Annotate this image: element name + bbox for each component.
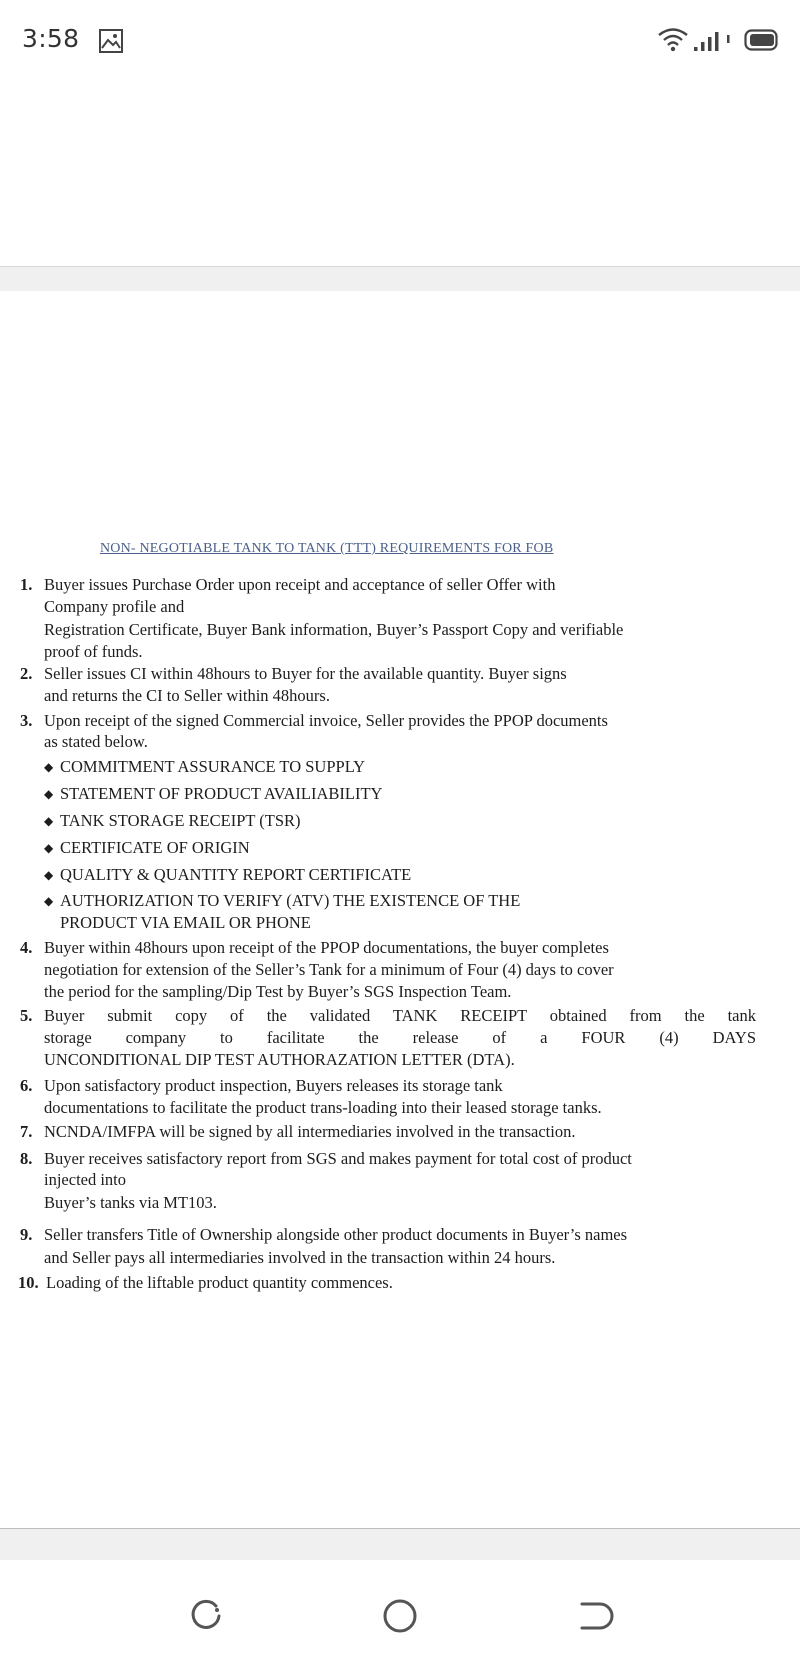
item-line: storage company to facilitate the release of a FOUR (4) DAYS (44, 1028, 756, 1047)
item-line: documentations to facilitate the product trans-loading into their leased storage tanks. (44, 1098, 602, 1117)
status-bar (0, 0, 800, 82)
item-number: 9. (20, 1225, 33, 1244)
item-line: Registration Certificate, Buyer Bank information, Buyer’s Passport Copy and verifiable (44, 620, 624, 639)
item-line: injected into (44, 1170, 127, 1189)
bullet-text: QUALITY & QUANTITY REPORT CERTIFICATE (60, 865, 412, 884)
item-line: Seller transfers Title of Ownership alongside other product documents in Buyer’s names (44, 1225, 628, 1244)
item-number: 5. (20, 1006, 33, 1025)
gallery-icon (98, 28, 124, 59)
bullet-text: COMMITMENT ASSURANCE TO SUPPLY (60, 757, 366, 776)
bullet-icon: ◆ (44, 841, 54, 855)
item-number: 10. (18, 1273, 39, 1292)
item-line: Upon satisfactory product inspection, Buyers releases its storage tank (44, 1076, 503, 1095)
bullet-text: STATEMENT OF PRODUCT AVAILIABILITY (60, 784, 383, 803)
item-line: and returns the CI to Seller within 48hours. (44, 686, 330, 705)
document-title: NON- NEGOTIABLE TANK TO TANK (TTT) REQUIREMENTS FOR FOB (100, 541, 554, 556)
item-line: Upon receipt of the signed Commercial invoice, Seller provides the PPOP documents (44, 711, 608, 730)
back-icon[interactable] (578, 1596, 618, 1641)
signal-icon (694, 30, 738, 57)
item-line: UNCONDITIONAL DIP TEST AUTHORAZATION LETTER (DTA). (44, 1050, 515, 1069)
item-line: Buyer receives satisfactory report from SGS and makes payment for total cost of product (44, 1149, 632, 1168)
bullet-icon: ◆ (44, 760, 54, 774)
content-divider-top (0, 266, 800, 291)
item-number: 7. (20, 1122, 33, 1141)
item-number: 8. (20, 1149, 33, 1168)
bullet-icon: ◆ (44, 787, 54, 801)
recent-apps-icon[interactable] (186, 1596, 226, 1641)
item-number: 2. (20, 664, 33, 683)
home-icon[interactable] (380, 1596, 420, 1641)
item-number: 1. (20, 575, 33, 594)
item-line: Buyer submit copy of the validated TANK RECEIPT obtained from the tank (44, 1006, 756, 1025)
item-line: NCNDA/IMFPA will be signed by all intermediaries involved in the transaction. (44, 1122, 576, 1141)
status-time: 3:58 (22, 24, 80, 53)
item-line: as stated below. (44, 732, 148, 751)
item-line: the period for the sampling/Dip Test by Buyer’s SGS Inspection Team. (44, 982, 512, 1001)
item-number: 6. (20, 1076, 33, 1095)
bullet-text: CERTIFICATE OF ORIGIN (60, 838, 250, 857)
bullet-icon: ◆ (44, 894, 54, 908)
item-line: Seller issues CI within 48hours to Buyer for the available quantity. Buyer signs (44, 664, 567, 683)
item-line: Company profile and (44, 597, 185, 616)
bullet-icon: ◆ (44, 868, 54, 882)
item-line: proof of funds. (44, 642, 143, 661)
item-line: negotiation for extension of the Seller’s Tank for a minimum of Four (4) days to cover (44, 960, 614, 979)
bullet-text: AUTHORIZATION TO VERIFY (ATV) THE EXISTENCE OF THE (60, 891, 521, 910)
item-line: Buyer’s tanks via MT103. (44, 1193, 217, 1212)
item-line: and Seller pays all intermediaries involved in the transaction within 24 hours. (44, 1248, 556, 1267)
bullet-text: TANK STORAGE RECEIPT (TSR) (60, 811, 301, 830)
wifi-icon (657, 26, 689, 57)
bullet-icon: ◆ (44, 814, 54, 828)
item-line: Loading of the liftable product quantity commences. (46, 1273, 393, 1292)
item-number: 3. (20, 711, 33, 730)
item-line: Buyer issues Purchase Order upon receipt and acceptance of seller Offer with (44, 575, 556, 594)
battery-icon (744, 29, 780, 56)
bullet-text: PRODUCT VIA EMAIL OR PHONE (60, 913, 311, 932)
item-number: 4. (20, 938, 33, 957)
content-divider-bottom (0, 1528, 800, 1561)
item-line: Buyer within 48hours upon receipt of the PPOP documentations, the buyer completes (44, 938, 609, 957)
